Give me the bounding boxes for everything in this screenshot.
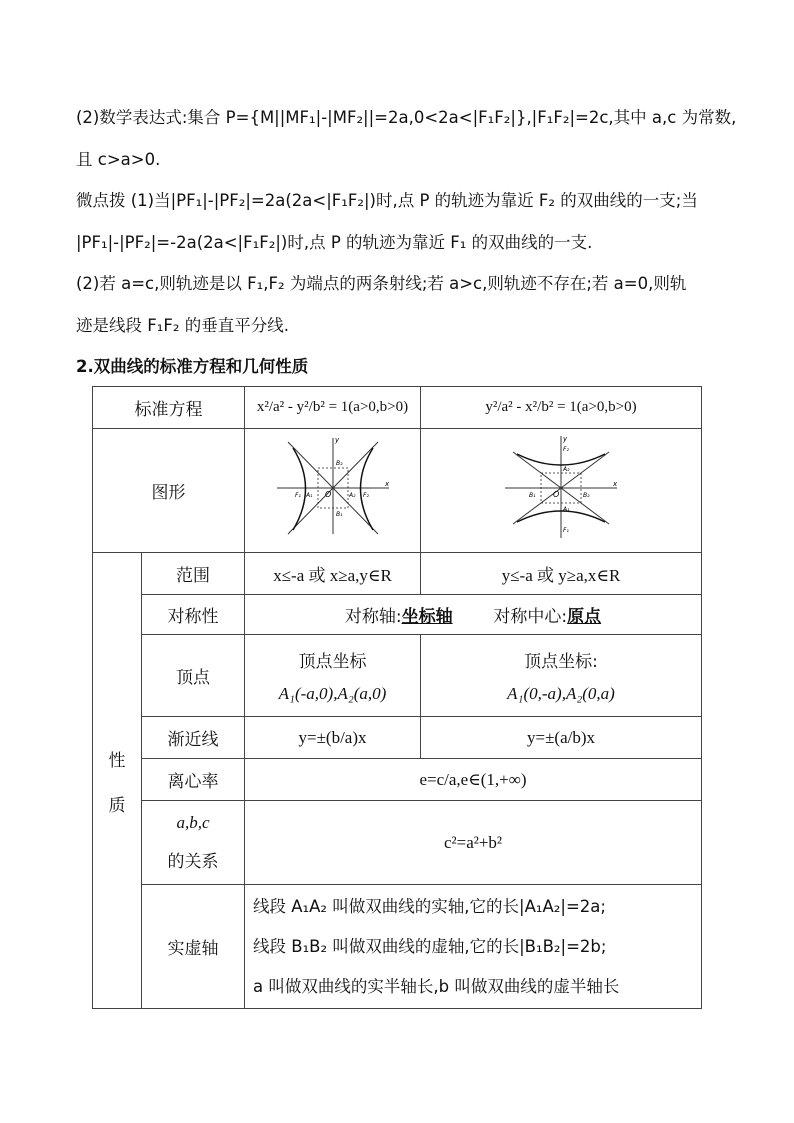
axis-description — [245, 885, 702, 1009]
tip-line-2: |PF₁|-|PF₂|=-2a(2a<|F₁F₂|)时,点 P 的轨迹为靠近 F₁ 的双曲线的一支. — [76, 233, 593, 252]
vertex-horizontal — [245, 635, 421, 717]
vertex-title-h: 顶点坐标 — [298, 652, 367, 672]
def-line-2: 且 c>a>0. — [76, 150, 161, 169]
sym-center-answer: 原点 — [567, 607, 602, 627]
tip-line-4: 迹是线段 F₁F₂ 的垂直平分线. — [76, 316, 289, 335]
vertex-label: 顶点 — [142, 635, 245, 717]
axis-line-1: 线段 A₁A₂ 叫做双曲线的实轴,它的长|A₁A₂|=2a; — [253, 896, 606, 916]
asymptote-vertical: y=±(a/b)x — [421, 717, 702, 759]
vertex-coords-h: A₁(-a,0),A₂(a,0) — [278, 684, 387, 703]
b2-label: B₂ — [583, 492, 590, 499]
a1-label: A₁ — [305, 492, 313, 499]
std-eq-label: 标准方程 — [93, 387, 245, 429]
x-label: x — [613, 480, 618, 488]
range-horizontal: x≤-a 或 x≥a,y∈R — [245, 553, 421, 595]
f1-label: F₁ — [563, 527, 569, 534]
sym-center-label: 对称中心: — [493, 607, 568, 627]
axis-label: 实虚轴 — [142, 885, 245, 1009]
axis-line-3: a 叫做双曲线的实半轴长,b 叫做双曲线的虚半轴长 — [253, 976, 620, 996]
f2-label: F₂ — [362, 492, 369, 499]
f2-label: F₂ — [563, 446, 569, 453]
b1-label: B₁ — [529, 492, 536, 499]
prop-char-1: 性 — [108, 750, 126, 771]
std-eq-horizontal: x²/a² - y²/b² = 1(a>0,b>0) — [245, 387, 421, 429]
a2-label: A₂ — [348, 492, 356, 499]
range-vertical: y≤-a 或 y≥a,x∈R — [421, 553, 702, 595]
hyperbola-properties-table — [92, 386, 702, 1009]
hyperbola-vertical-graph — [501, 434, 621, 542]
graph-vertical-cell — [421, 429, 702, 553]
tip-line-1: 微点拨 (1)当|PF₁|-|PF₂|=2a(2a<|F₁F₂|)时,点 P 的轨迹为靠近 F₂ 的双曲线的一支;当 — [76, 191, 698, 210]
eccentricity-label: 离心率 — [142, 759, 245, 801]
b1-label: B₁ — [335, 511, 343, 518]
axis-line-2: 线段 B₁B₂ 叫做双曲线的虚轴,它的长|B₁B₂|=2b; — [253, 936, 607, 956]
symmetry-label: 对称性 — [142, 595, 245, 635]
asymptote-horizontal: y=±(b/a)x — [245, 717, 421, 759]
origin-label: O — [553, 490, 560, 499]
x-label: x — [384, 480, 389, 488]
range-label: 范围 — [142, 553, 245, 595]
vertex-vertical — [421, 635, 702, 717]
y-label: y — [334, 436, 339, 444]
vertex-title-v: 顶点坐标: — [524, 652, 598, 672]
properties-label — [93, 553, 142, 1009]
a2-label: A₂ — [563, 466, 570, 473]
sym-axis-answer: 坐标轴 — [401, 607, 453, 627]
f1-label: F₁ — [294, 492, 301, 499]
std-eq-vertical: y²/a² - x²/b² = 1(a>0,b>0) — [421, 387, 702, 429]
abc-label — [142, 801, 245, 885]
symmetry-value — [245, 595, 702, 635]
def-line-1: (2)数学表达式:集合 P={M||MF₁|-|MF₂||=2a,0<2a<|F₁F₂|},|F₁F₂|=2c,其中 a,c 为常数, — [76, 108, 737, 127]
origin-label: O — [324, 490, 331, 499]
abc-label-2: 的关系 — [167, 852, 219, 872]
b2-label: B₂ — [335, 460, 343, 467]
asymptote-label: 渐近线 — [142, 717, 245, 759]
y-label: y — [563, 435, 568, 443]
eccentricity-value: e=c/a,e∈(1,+∞) — [245, 759, 702, 801]
section-title: 2.双曲线的标准方程和几何性质 — [76, 357, 309, 376]
sym-axis-label: 对称轴: — [344, 607, 402, 627]
tip-line-3: (2)若 a=c,则轨迹是以 F₁,F₂ 为端点的两条射线;若 a>c,则轨迹不存在;若 a=0,则轨 — [76, 274, 687, 293]
graph-label: 图形 — [93, 429, 245, 553]
abc-label-1: a,b,c — [176, 813, 210, 832]
abc-relation: c²=a²+b² — [245, 801, 702, 885]
prop-char-2: 质 — [108, 795, 126, 816]
graph-horizontal-cell — [245, 429, 421, 553]
a1-label: A₁ — [563, 506, 570, 513]
vertex-coords-v: A₁(0,-a),A₂(0,a) — [507, 684, 615, 703]
hyperbola-horizontal-graph — [273, 434, 393, 542]
